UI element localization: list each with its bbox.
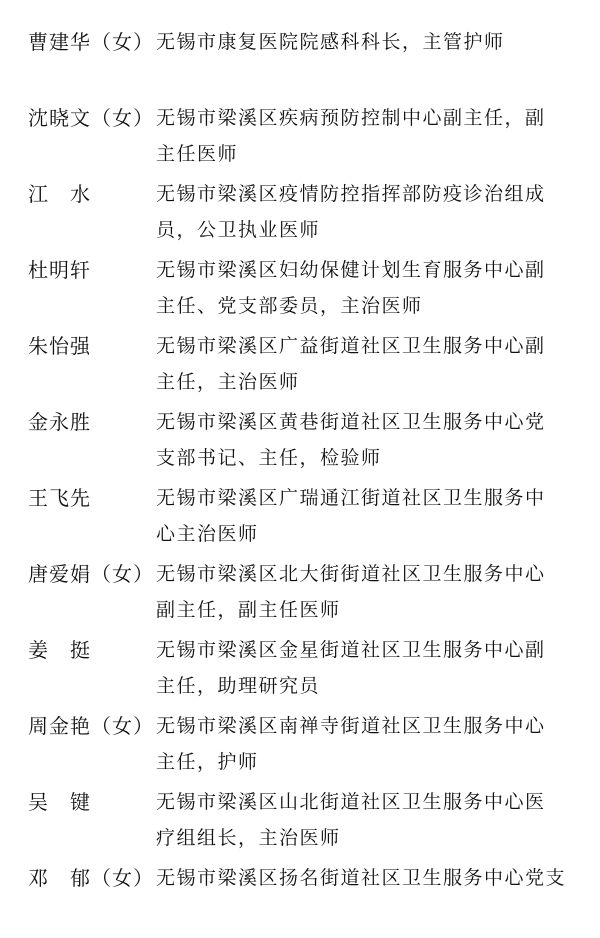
person-description [156,558,573,634]
personnel-entry [28,330,573,406]
person-description [156,634,573,710]
description-line: 无锡市梁溪区妇幼保健计划生育服务中心副 [156,259,546,281]
personnel-entry [28,406,573,482]
description-line: 主任医师 [156,143,239,165]
person-name: 沈晓文（女） [28,106,154,130]
personnel-entry [28,786,573,862]
person-name: 唐爱娟（女） [28,562,154,586]
description-line: 疗组组长，主治医师 [156,827,341,849]
person-description [156,178,573,254]
personnel-entry [28,26,573,102]
personnel-entry [28,254,573,330]
description-line: 无锡市梁溪区山北街道社区卫生服务中心医 [156,791,546,813]
description-line: 心主治医师 [156,523,259,545]
description-line: 无锡市梁溪区广瑞通江街道社区卫生服务中 [156,487,546,509]
description-line: 副主任，副主任医师 [156,599,341,621]
description-line: 无锡市梁溪区疾病预防控制中心副主任，副 [156,107,546,129]
description-line: 无锡市梁溪区黄巷街道社区卫生服务中心党 [156,411,546,433]
description-line: 主任，护师 [156,751,259,773]
personnel-list [28,26,573,938]
person-name: 朱怡强 [28,334,91,358]
description-line: 无锡市康复医院院感科科长，主管护师 [156,31,505,53]
description-line: 无锡市梁溪区扬名街道社区卫生服务中心党支 [156,867,567,889]
description-line: 无锡市梁溪区北大街街道社区卫生服务中心 [156,563,546,585]
personnel-entry [28,482,573,558]
description-line: 支部书记、主任，检验师 [156,447,382,469]
personnel-entry [28,862,573,938]
personnel-entry [28,558,573,634]
description-line: 无锡市梁溪区南禅寺街道社区卫生服务中心 [156,715,546,737]
person-name: 江 水 [28,182,91,206]
person-name: 曹建华（女） [28,30,154,54]
personnel-entry [28,178,573,254]
description-line: 无锡市梁溪区疫情防控指挥部防疫诊治组成 [156,183,546,205]
personnel-entry [28,102,573,178]
description-line: 主任，主治医师 [156,371,300,393]
person-description [156,482,573,558]
person-description [156,710,573,786]
person-description [156,862,573,938]
person-name: 金永胜 [28,410,91,434]
person-name: 杜明轩 [28,258,91,282]
description-line: 无锡市梁溪区金星街道社区卫生服务中心副 [156,639,546,661]
person-description [156,102,573,178]
person-description [156,786,573,862]
personnel-entry [28,634,573,710]
person-name: 吴 键 [28,790,91,814]
personnel-entry [28,710,573,786]
description-line: 员，公卫执业医师 [156,219,321,241]
person-name: 周金艳（女） [28,714,154,738]
description-line: 主任、党支部委员，主治医师 [156,295,423,317]
person-name: 邓 郁（女） [28,866,154,890]
person-name: 王飞先 [28,486,91,510]
description-line: 无锡市梁溪区广益街道社区卫生服务中心副 [156,335,546,357]
person-description [156,254,573,330]
person-description [156,26,573,102]
person-description [156,330,573,406]
person-name: 姜 挺 [28,638,91,662]
person-description [156,406,573,482]
description-line: 主任，助理研究员 [156,675,321,697]
